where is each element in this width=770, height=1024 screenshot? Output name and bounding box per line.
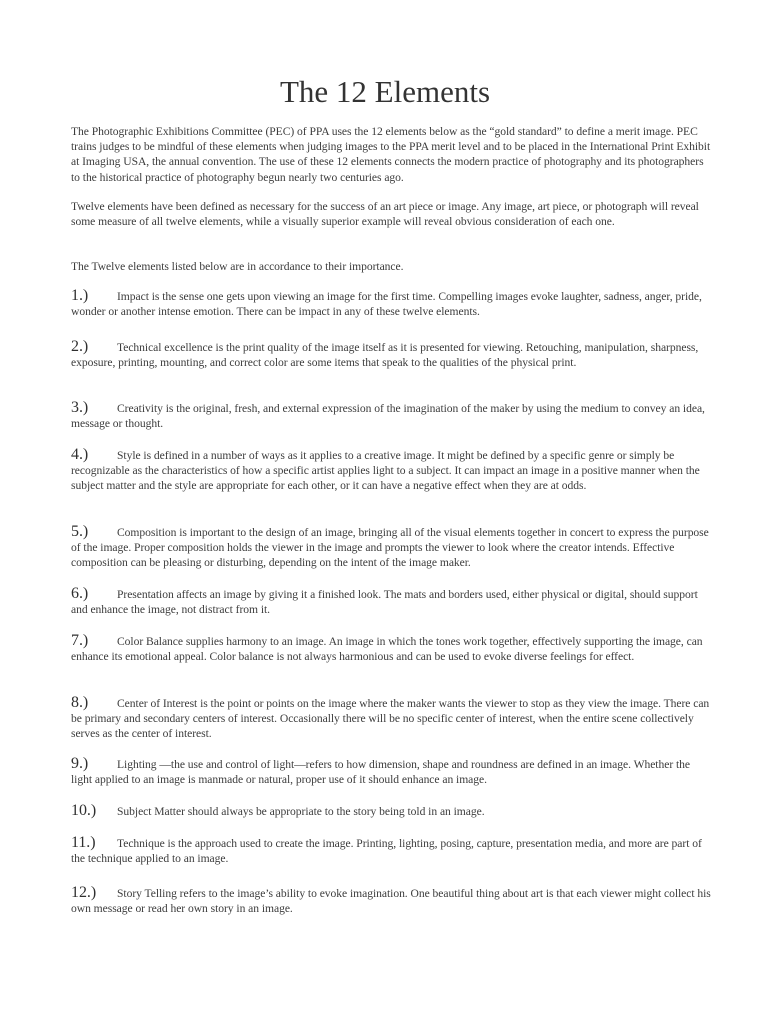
element-item-presentation	[71, 586, 711, 617]
element-number: 3.)	[71, 399, 89, 416]
element-number: 2.)	[71, 338, 89, 355]
element-number: 6.)	[71, 585, 89, 602]
element-number: 5.)	[71, 523, 89, 540]
element-item-technique	[71, 835, 711, 866]
element-text: Creativity is the original, fresh, and external expression of the imagination of the maker by using the medium to convey an idea, message or thought.	[71, 402, 705, 431]
element-item-technical-excellence	[71, 339, 711, 370]
element-text: Technique is the approach used to create the image. Printing, lighting, posing, capture, presentation media, and more are part of the technique applied to an image.	[71, 837, 702, 866]
element-text: Subject Matter should always be appropriate to the story being told in an image.	[117, 805, 485, 818]
element-number: 8.)	[71, 694, 89, 711]
element-item-style	[71, 447, 711, 494]
page-title: The 12 Elements	[279, 74, 491, 109]
element-number: 9.)	[71, 755, 89, 772]
element-text: Lighting —the use and control of light—refers to how dimension, shape and roundness are defined in an image. Whether the light applied to an image is manmade or natural, proper use of it should enhance an image.	[71, 758, 690, 787]
element-text: Presentation affects an image by giving it a finished look. The mats and borders used, either physical or digital, should support and enhance the image, not distract from it.	[71, 588, 698, 617]
element-text: Impact is the sense one gets upon viewing an image for the first time. Compelling images evoke laughter, sadness, anger, pride, wonder or another intense emotion. There can be impact in any of these twelve elements.	[71, 290, 702, 319]
element-item-subject-matter	[71, 803, 711, 819]
element-text: Technical excellence is the print quality of the image itself as it is presented for viewing. Retouching, manipulation, sharpness, exposure, printing, mounting, and correct color are some items that speak to the qualities of the physical print.	[71, 341, 699, 370]
element-item-creativity	[71, 400, 711, 431]
element-item-story-telling	[71, 885, 711, 916]
element-text: Composition is important to the design of an image, bringing all of the visual elements together in concert to express the purpose of the image. Proper composition holds the viewer in the image and prompts the viewer to look where the creator intends. Effective composition can be pleasing or disturbing, depending on the intent of the image maker.	[71, 526, 709, 570]
element-item-color-balance	[71, 633, 711, 664]
element-number: 10.)	[71, 802, 97, 819]
element-number: 7.)	[71, 632, 89, 649]
element-item-center-of-interest	[71, 695, 711, 742]
intro-paragraph-twelve-elements: Twelve elements have been defined as necessary for the success of an art piece or image. Any image, art piece, or photograph will reveal some measure of all twelve elements, while a visually superior example will reveal obvious consideration of each one.	[71, 200, 699, 229]
element-item-impact	[71, 288, 711, 319]
intro-paragraph-pec: The Photographic Exhibitions Committee (PEC) of PPA uses the 12 elements below as the “gold standard” to define a merit image. PEC trains judges to be mindful of these elements when judging images to the PPA merit level and to be placed in the International Print Exhibit at Imaging USA, the annual convention. The use of these 12 elements connects the modern practice of photography and its photographers to the historical practice of photography begun nearly two centuries ago.	[71, 125, 711, 184]
intro-paragraph-importance: The Twelve elements listed below are in accordance to their importance.	[71, 260, 404, 273]
element-number: 1.)	[71, 287, 89, 304]
element-number: 11.)	[71, 834, 96, 851]
element-item-composition	[71, 524, 711, 571]
element-text: Style is defined in a number of ways as it applies to a creative image. It might be defined by a specific genre or simply be recognizable as the characteristics of how a specific artist applies light to a subject. It can impact an image in a positive manner when the subject matter and the style are appropriate for each other, or it can have a negative effect when they are at odds.	[71, 449, 700, 493]
element-number: 12.)	[71, 884, 97, 901]
element-item-lighting	[71, 756, 711, 787]
element-text: Center of Interest is the point or points on the image where the maker wants the viewer to stop as they view the image. There can be primary and secondary centers of interest. Occasionally there will be no specific center of interest, when the entire scene collectively serves as the center of interest.	[71, 697, 710, 741]
element-text: Story Telling refers to the image’s ability to evoke imagination. One beautiful thing about art is that each viewer might collect his own message or read her own story in an image.	[71, 887, 711, 916]
element-text: Color Balance supplies harmony to an image. An image in which the tones work together, effectively supporting the image, can enhance its emotional appeal. Color balance is not always harmonious and can be used to evoke diverse feelings for effect.	[71, 635, 703, 664]
element-number: 4.)	[71, 446, 89, 463]
